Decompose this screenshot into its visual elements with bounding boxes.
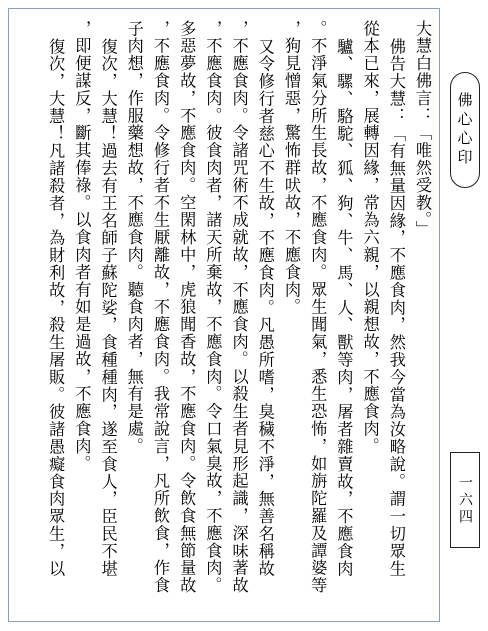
text-column: ，不應食肉。彼食肉者，諸天所棄故，不應食肉。令口氣臭故，不應食肉。: [203, 20, 223, 595]
text-column: 復次，大慧！凡諸殺者，為財利故，殺生屠販。彼諸愚癡食肉眾生，以: [46, 38, 66, 578]
page-number: 一六四: [457, 474, 473, 526]
text-column: 佛告大慧：「有無量因緣，不應食肉，然我今當為汝略說。謂一切眾生: [386, 38, 406, 578]
vertical-text-body: [11, 15, 435, 619]
text-column: 多惡夢故，不應食肉。空閑林中，虎狼聞香故，不應食肉。令飲食無節量故: [177, 20, 197, 595]
text-column: 從本已來，展轉因緣，常為六親，以親想故，不應食肉。: [360, 20, 380, 455]
text-column: 。不淨氣分所生長故，不應食肉。眾生聞氣，悉生恐怖，如旃陀羅及譚婆等: [308, 20, 328, 595]
chapter-tab-label: [450, 72, 480, 188]
text-column: ，不應食肉。令修行者不生厭離故，不應食肉。我常說言，凡所飲食，作食: [150, 20, 170, 595]
text-column: ，狗見憎惡，驚怖群吠故，不應食肉。: [281, 20, 301, 316]
text-column: 復次，大慧！過去有王名師子蘇陀娑，食種種肉，遂至食人，臣民不堪: [98, 38, 118, 578]
text-column: 大慧白佛言：「唯然受教。」: [413, 20, 432, 239]
text-column: ，不應食肉。令諸咒術不成就故，不應食肉。以殺生者見形起識，深味著故: [229, 20, 249, 595]
text-column: 驢、騾、駱駝、狐、狗、牛、馬、人、獸等肉，屠者雜賣故，不應食肉: [334, 38, 354, 578]
text-column: ，即便謀反，斷其俸祿。以食肉者有如是過故，不應食肉。: [72, 20, 92, 473]
page-number-box: [450, 452, 480, 548]
scripture-page: [8, 8, 440, 622]
chapter-tab-text: 佛心心印: [455, 92, 474, 168]
text-column: 又令修行者慈心不生故，不應食肉。凡愚所嗜，臭穢不淨，無善名稱故: [255, 38, 275, 578]
text-column: 子肉想，作服藥想故，不應食肉。聽食肉者，無有是處。: [124, 20, 144, 455]
